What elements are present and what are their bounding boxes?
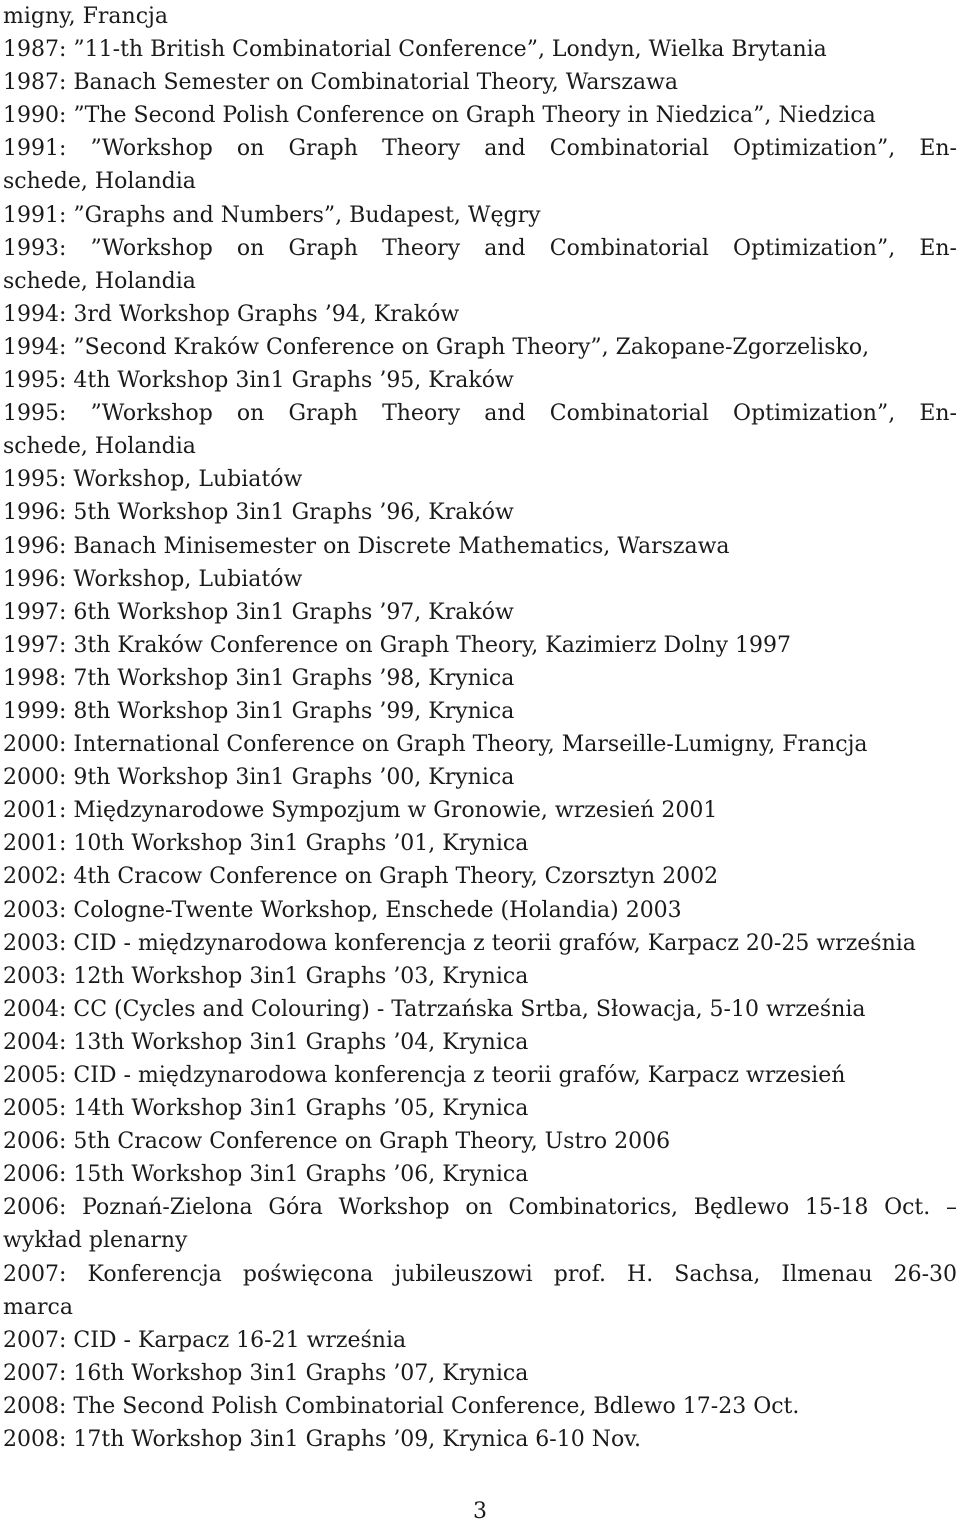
text-line: 1996: Banach Minisemester on Discrete Mathematics, Warszawa bbox=[3, 533, 730, 559]
text-line: 2006: 5th Cracow Conference on Graph Theory, Ustro 2006 bbox=[3, 1129, 671, 1155]
text-line: 1991: ”Workshop on Graph Theory and Combinatorial Optimization”, En- bbox=[3, 136, 957, 162]
text-line: 2005: CID - międzynarodowa konferencja z teorii grafów, Karpacz wrzesień bbox=[3, 1063, 846, 1088]
text-line: 1997: 3th Kraków Conference on Graph Theory, Kazimierz Dolny 1997 bbox=[3, 632, 791, 658]
text-line: 1987: Banach Semester on Combinatorial Theory, Warszawa bbox=[3, 70, 679, 96]
text-line: 1998: 7th Workshop 3in1 Graphs ’98, Krynica bbox=[3, 665, 515, 691]
text-line: 2005: 14th Workshop 3in1 Graphs ’05, Krynica bbox=[3, 1096, 529, 1122]
text-line: 2008: 17th Workshop 3in1 Graphs ’09, Krynica 6-10 Nov. bbox=[3, 1427, 642, 1453]
text-line: 1990: ”The Second Polish Conference on Graph Theory in Niedzica”, Niedzica bbox=[3, 103, 876, 129]
text-line: wykład plenarny bbox=[3, 1228, 188, 1254]
text-line: 2007: CID - Karpacz 16-21 września bbox=[3, 1327, 407, 1353]
text-line: 2001: Międzynarodowe Sympozjum w Gronowie, wrzesień 2001 bbox=[3, 798, 718, 824]
text-line: 1994: ”Second Kraków Conference on Graph Theory”, Zakopane-Zgorzelisko, bbox=[3, 334, 870, 360]
text-line: 1995: 4th Workshop 3in1 Graphs ’95, Kraków bbox=[3, 368, 514, 394]
text-line: 1995: Workshop, Lubiatów bbox=[3, 467, 303, 493]
text-line: 1996: 5th Workshop 3in1 Graphs ’96, Kraków bbox=[3, 500, 514, 526]
text-line: 1999: 8th Workshop 3in1 Graphs ’99, Krynica bbox=[3, 698, 515, 724]
text-line: 2008: The Second Polish Combinatorial Conference, Bdlewo 17-23 Oct. bbox=[3, 1393, 800, 1419]
text-line: 2000: International Conference on Graph Theory, Marseille-Lumigny, Francja bbox=[3, 732, 868, 758]
text-line: 1987: ”11-th British Combinatorial Conference”, Londyn, Wielka Brytania bbox=[3, 37, 827, 63]
text-line: 2004: CC (Cycles and Colouring) - Tatrzańska Srtba, Słowacja, 5-10 września bbox=[3, 996, 866, 1022]
page-number: 3 bbox=[473, 1499, 487, 1524]
text-line: 2007: Konferencja poświęcona jubileuszowi prof. H. Sachsa, Ilmenau 26-30 bbox=[3, 1261, 957, 1287]
text-line: schede, Holandia bbox=[3, 434, 196, 460]
text-line: 2000: 9th Workshop 3in1 Graphs ’00, Krynica bbox=[3, 765, 515, 791]
text-line: 2007: 16th Workshop 3in1 Graphs ’07, Krynica bbox=[3, 1360, 529, 1386]
text-line: 2003: Cologne-Twente Workshop, Enschede (Holandia) 2003 bbox=[3, 897, 682, 923]
text-line: 2004: 13th Workshop 3in1 Graphs ’04, Krynica bbox=[3, 1029, 529, 1055]
document-page bbox=[3, 0, 957, 1456]
text-line: schede, Holandia bbox=[3, 169, 196, 195]
text-line: marca bbox=[3, 1294, 73, 1320]
text-line: 1997: 6th Workshop 3in1 Graphs ’97, Kraków bbox=[3, 599, 514, 625]
text-line: 2002: 4th Cracow Conference on Graph Theory, Czorsztyn 2002 bbox=[3, 864, 719, 890]
text-line: migny, Francja bbox=[3, 4, 168, 29]
text-line: 1994: 3rd Workshop Graphs ’94, Kraków bbox=[3, 301, 460, 327]
text-line: 1993: ”Workshop on Graph Theory and Combinatorial Optimization”, En- bbox=[3, 235, 957, 261]
text-line: schede, Holandia bbox=[3, 268, 196, 294]
text-line: 2006: Poznań-Zielona Góra Workshop on Combinatorics, Będlewo 15-18 Oct. – bbox=[3, 1195, 957, 1221]
text-line: 2001: 10th Workshop 3in1 Graphs ’01, Krynica bbox=[3, 831, 529, 857]
text-line: 1996: Workshop, Lubiatów bbox=[3, 566, 303, 592]
text-line: 2006: 15th Workshop 3in1 Graphs ’06, Krynica bbox=[3, 1162, 529, 1188]
text-line: 1995: ”Workshop on Graph Theory and Combinatorial Optimization”, En- bbox=[3, 401, 957, 427]
text-line: 2003: 12th Workshop 3in1 Graphs ’03, Krynica bbox=[3, 963, 529, 989]
text-line: 2003: CID - międzynarodowa konferencja z teorii grafów, Karpacz 20-25 września bbox=[3, 930, 916, 956]
text-line: 1991: ”Graphs and Numbers”, Budapest, Węgry bbox=[3, 202, 541, 228]
